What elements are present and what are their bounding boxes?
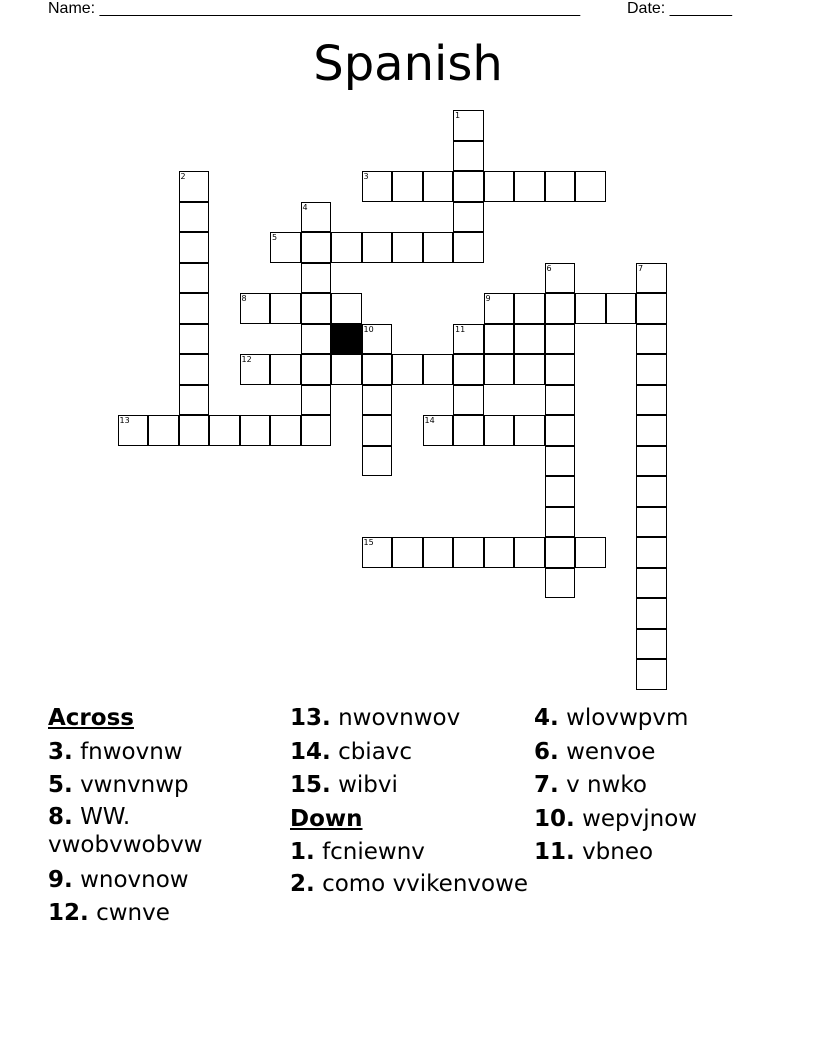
grid-cell[interactable]	[179, 324, 210, 355]
grid-cell[interactable]	[179, 202, 210, 233]
grid-cell[interactable]	[636, 568, 667, 599]
grid-cell[interactable]	[179, 293, 210, 324]
clue-down-2: 2. como vvikenvowe	[290, 870, 529, 897]
clue-number: 2	[180, 172, 186, 181]
clue-number: 3	[363, 172, 369, 181]
grid-cell[interactable]	[179, 354, 210, 385]
clue-down-11: 11. vbneo	[534, 839, 654, 865]
grid-cell[interactable]	[270, 415, 301, 446]
grid-cell[interactable]	[636, 293, 667, 324]
grid-cell[interactable]	[636, 446, 667, 477]
clue-number: 7	[638, 263, 644, 273]
clue-down-7: 7. v nwko	[534, 772, 647, 798]
clue-across-13: 13. nwovnwov	[290, 705, 461, 731]
grid-cell[interactable]	[453, 324, 484, 355]
grid-cell[interactable]	[545, 171, 576, 202]
clue-across-8: 8. WW. vwobvwobvw	[48, 803, 203, 858]
grid-cell[interactable]	[636, 263, 667, 294]
page-title: Spanish	[313, 36, 503, 92]
clue-number: 8	[241, 294, 247, 303]
grid-cell[interactable]	[636, 385, 667, 416]
black-square	[331, 324, 362, 355]
grid-cell[interactable]	[545, 446, 576, 477]
grid-cell[interactable]	[362, 415, 393, 446]
grid-cell[interactable]	[484, 354, 515, 385]
grid-cell[interactable]	[240, 293, 271, 324]
grid-cell[interactable]	[423, 537, 454, 568]
clue-column-3	[534, 702, 794, 870]
clue-number: 10	[363, 324, 374, 334]
grid-cell[interactable]	[392, 232, 423, 263]
grid-cell[interactable]	[636, 354, 667, 385]
clue-column-2	[290, 702, 530, 898]
grid-cell[interactable]	[514, 354, 545, 385]
grid-cell[interactable]	[636, 598, 667, 629]
grid-cell[interactable]	[270, 354, 301, 385]
grid-cell[interactable]	[514, 415, 545, 446]
name-field-label: Name: ______________________________________________________	[48, 0, 581, 17]
grid-cell[interactable]	[545, 263, 576, 294]
clue-down-10: 10. wepvjnow	[534, 805, 698, 832]
grid-cell[interactable]	[514, 293, 545, 324]
grid-cell[interactable]	[240, 354, 271, 385]
clue-across-12: 12. cwnve	[48, 900, 170, 926]
grid-cell[interactable]	[453, 141, 484, 172]
grid-cell[interactable]	[636, 659, 667, 690]
grid-cell[interactable]	[545, 354, 576, 385]
grid-cell[interactable]	[148, 415, 179, 446]
grid-cell[interactable]	[301, 293, 332, 324]
grid-cell[interactable]	[362, 446, 393, 477]
grid-cell[interactable]	[636, 324, 667, 355]
across-heading: Across	[48, 705, 134, 731]
grid-cell[interactable]	[362, 324, 393, 355]
clue-number: 1	[455, 111, 461, 120]
grid-cell[interactable]	[453, 232, 484, 263]
grid-cell[interactable]	[453, 415, 484, 446]
grid-cell[interactable]	[301, 385, 332, 416]
clue-column-1	[48, 702, 288, 931]
clue-across-14: 14. cbiavc	[290, 738, 413, 765]
grid-cell[interactable]	[636, 415, 667, 446]
grid-cell[interactable]	[453, 110, 484, 141]
grid-cell[interactable]	[453, 354, 484, 385]
grid-cell[interactable]	[423, 415, 454, 446]
grid-cell[interactable]	[545, 476, 576, 507]
grid-cell[interactable]	[636, 629, 667, 660]
grid-cell[interactable]	[362, 537, 393, 568]
grid-cell[interactable]	[392, 171, 423, 202]
grid-cell[interactable]	[636, 507, 667, 538]
clue-down-6: 6. wenvoe	[534, 738, 656, 765]
clue-number: 6	[546, 263, 552, 273]
grid-cell[interactable]	[575, 171, 606, 202]
clue-across-5: 5. vwnvnwp	[48, 772, 189, 798]
grid-cell[interactable]	[392, 537, 423, 568]
grid-cell[interactable]	[423, 354, 454, 385]
grid-cell[interactable]	[118, 415, 149, 446]
clue-number: 14	[424, 416, 435, 425]
grid-cell[interactable]	[484, 415, 515, 446]
grid-cell[interactable]	[545, 293, 576, 324]
clue-across-3: 3. fnwovnw	[48, 738, 183, 765]
grid-cell[interactable]	[575, 293, 606, 324]
grid-cell[interactable]	[636, 476, 667, 507]
grid-cell[interactable]	[331, 354, 362, 385]
grid-cell[interactable]	[514, 324, 545, 355]
grid-cell[interactable]	[545, 537, 576, 568]
grid-cell[interactable]	[453, 385, 484, 416]
grid-cell[interactable]	[270, 232, 301, 263]
grid-cell[interactable]	[606, 293, 637, 324]
clue-number: 13	[119, 416, 130, 425]
grid-cell[interactable]	[423, 232, 454, 263]
grid-cell[interactable]	[545, 568, 576, 599]
grid-cell[interactable]	[301, 324, 332, 355]
grid-cell[interactable]	[301, 232, 332, 263]
date-field-label: Date: _______	[627, 0, 732, 17]
grid-cell[interactable]	[484, 293, 515, 324]
grid-cell[interactable]	[179, 263, 210, 294]
grid-cell[interactable]	[636, 537, 667, 568]
grid-cell[interactable]	[179, 232, 210, 263]
grid-cell[interactable]	[270, 293, 301, 324]
grid-cell[interactable]	[545, 507, 576, 538]
grid-cell[interactable]	[301, 202, 332, 233]
grid-cell[interactable]	[545, 324, 576, 355]
clue-down-4: 4. wlovwpvm	[534, 705, 689, 731]
grid-cell[interactable]	[453, 202, 484, 233]
grid-cell[interactable]	[484, 324, 515, 355]
grid-cell[interactable]	[362, 354, 393, 385]
grid-cell[interactable]	[362, 385, 393, 416]
grid-cell[interactable]	[240, 415, 271, 446]
grid-cell[interactable]	[301, 415, 332, 446]
clue-number: 12	[241, 355, 252, 364]
grid-cell[interactable]	[575, 537, 606, 568]
grid-cell[interactable]	[392, 354, 423, 385]
grid-cell[interactable]	[514, 537, 545, 568]
grid-cell[interactable]	[179, 415, 210, 446]
down-heading: Down	[290, 805, 363, 832]
grid-cell[interactable]	[453, 537, 484, 568]
clue-number: 15	[363, 538, 374, 547]
clue-across-9: 9. wnovnow	[48, 866, 189, 893]
grid-cell[interactable]	[179, 385, 210, 416]
grid-cell[interactable]	[423, 171, 454, 202]
grid-cell[interactable]	[484, 171, 515, 202]
grid-cell[interactable]	[362, 171, 393, 202]
clue-across-15: 15. wibvi	[290, 772, 398, 798]
clue-number: 5	[272, 233, 278, 242]
clue-down-1: 1. fcniewnv	[290, 839, 425, 865]
grid-cell[interactable]	[209, 415, 240, 446]
grid-cell[interactable]	[179, 171, 210, 202]
grid-cell[interactable]	[331, 232, 362, 263]
clue-number: 9	[485, 294, 491, 303]
grid-cell[interactable]	[514, 171, 545, 202]
grid-cell[interactable]	[484, 537, 515, 568]
grid-cell[interactable]	[362, 232, 393, 263]
grid-cell[interactable]	[545, 415, 576, 446]
clue-number: 11	[455, 324, 466, 334]
clue-number: 4	[302, 202, 308, 212]
grid-cell[interactable]	[301, 263, 332, 294]
grid-cell[interactable]	[301, 354, 332, 385]
grid-cell[interactable]	[545, 385, 576, 416]
grid-cell[interactable]	[331, 293, 362, 324]
grid-cell[interactable]	[453, 171, 484, 202]
